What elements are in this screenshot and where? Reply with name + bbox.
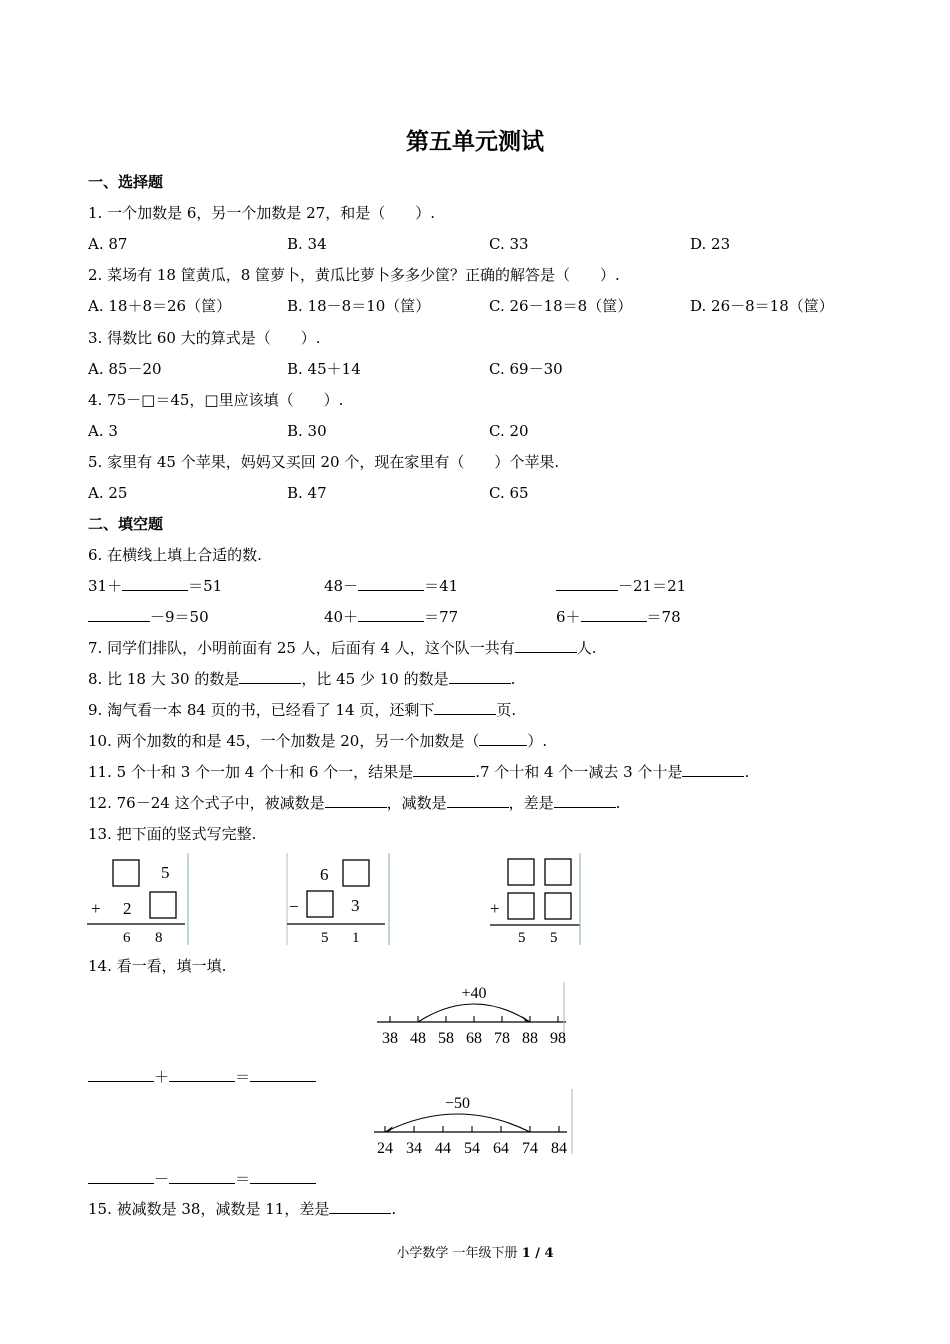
q6-blank-2[interactable] <box>358 576 424 591</box>
q13-v2-top-digit: 6 <box>320 865 329 884</box>
q6-expr-5-pre: 40＋ <box>324 608 359 626</box>
q15-post: . <box>391 1200 397 1218</box>
q12 <box>88 793 620 813</box>
q3-option-b[interactable]: B. 45＋14 <box>287 360 361 378</box>
q13-v1-box-top[interactable] <box>113 860 139 886</box>
page-footer <box>0 1244 950 1264</box>
q14-line1-tick-label: 68 <box>466 1030 482 1047</box>
q14-line2-tick-label: 74 <box>522 1140 538 1157</box>
q6-blank-6[interactable] <box>581 607 647 622</box>
q12-mid1: ，减数是 <box>386 794 447 812</box>
q7-text: 7. 同学们排队，小明前面有 25 人，后面有 4 人，这个队一共有 <box>88 639 515 657</box>
q6-blank-3[interactable] <box>556 576 618 591</box>
q14-line1-tick-label: 38 <box>382 1030 398 1047</box>
q6-expr-2-post: ＝41 <box>424 577 459 595</box>
q10 <box>88 731 547 751</box>
q13-v2-result-2: 1 <box>352 930 360 946</box>
q13-stem: 13. 把下面的竖式写完整. <box>88 825 257 843</box>
q11-blank-1[interactable] <box>413 762 475 777</box>
q14-line1-tick-label: 48 <box>410 1030 426 1047</box>
q3-stem: 3. 得数比 60 大的算式是（ ）. <box>88 329 321 347</box>
q1-stem: 1. 一个加数是 6，另一个加数是 27，和是（ ）. <box>88 204 436 222</box>
q14-eq2-op: － <box>154 1170 170 1188</box>
q14-line1-tick-label: 88 <box>522 1030 538 1047</box>
q3-option-c[interactable]: C. 69－30 <box>489 360 563 378</box>
q14-number-line-2 <box>372 1087 582 1159</box>
q8-blank-2[interactable] <box>449 669 511 684</box>
q14-stem: 14. 看一看，填一填. <box>88 957 227 975</box>
q6-expr-4 <box>88 607 209 627</box>
q5-option-c[interactable]: C. 65 <box>489 484 529 502</box>
q14-line2-tick-label: 44 <box>435 1140 451 1157</box>
q14-line2-tick-label: 64 <box>493 1140 509 1157</box>
q2-option-c[interactable]: C. 26－18＝8（筐） <box>489 297 633 315</box>
q7-post: 人. <box>576 639 597 657</box>
q15-text: 15. 被减数是 38，减数是 11，差是 <box>88 1200 330 1218</box>
q6-expr-6-pre: 6＋ <box>556 608 581 626</box>
q10-post: ）. <box>527 732 548 750</box>
q14-eq2-blank-3[interactable] <box>250 1169 316 1184</box>
q2-option-d[interactable]: D. 26－8＝18（筐） <box>690 297 834 315</box>
q12-blank-1[interactable] <box>325 793 387 808</box>
q10-blank[interactable] <box>479 731 527 746</box>
q13-v3-box-mid-2[interactable] <box>545 893 571 919</box>
q11-mid: .7 个十和 4 个一减去 3 个十是 <box>475 763 683 781</box>
q14-number-line-1 <box>375 980 575 1052</box>
q8-blank-1[interactable] <box>239 669 301 684</box>
q6-expr-5 <box>324 607 458 627</box>
q2-option-b[interactable]: B. 18－8＝10（筐） <box>287 297 431 315</box>
q6-expr-3-post: －21＝21 <box>618 577 687 595</box>
q7 <box>88 638 597 658</box>
q4-stem: 4. 75－□＝45，□里应该填（ ）. <box>88 391 344 409</box>
q14-eq1-eq: ＝ <box>235 1068 251 1086</box>
q14-eq1-op: ＋ <box>154 1068 170 1086</box>
q4-option-a[interactable]: A. 3 <box>88 422 118 440</box>
q12-mid2: ，差是 <box>508 794 554 812</box>
q13-v1-mid-digit: 2 <box>123 899 132 918</box>
q14-line2-tick-label: 84 <box>551 1140 567 1157</box>
q6-expr-6 <box>556 607 681 627</box>
q13-v2-box-top[interactable] <box>343 860 369 886</box>
page-number: 1 / 4 <box>521 1246 554 1261</box>
q14-line1-arc-label: +40 <box>461 985 487 1002</box>
q11-post: . <box>744 763 750 781</box>
q6-expr-4-post: －9＝50 <box>150 608 209 626</box>
q6-blank-4[interactable] <box>88 607 150 622</box>
q5-option-a[interactable]: A. 25 <box>88 484 128 502</box>
q14-line1-tick-label: 78 <box>494 1030 510 1047</box>
q14-eq1-blank-2[interactable] <box>169 1067 235 1082</box>
q9 <box>88 700 516 720</box>
q13-v2-operator: − <box>289 897 299 916</box>
q5-stem: 5. 家里有 45 个苹果，妈妈又买回 20 个，现在家里有（ ）个苹果. <box>88 453 560 471</box>
q12-blank-3[interactable] <box>554 793 616 808</box>
q6-expr-3 <box>556 576 686 596</box>
q11-blank-2[interactable] <box>682 762 744 777</box>
q14-line2-tick-label: 24 <box>377 1140 393 1157</box>
q1-option-d[interactable]: D. 23 <box>690 235 731 253</box>
q1-option-a[interactable]: A. 87 <box>88 235 128 253</box>
q6-expr-2 <box>324 576 458 596</box>
page-title: 第五单元测试 <box>406 128 544 155</box>
q4-option-b[interactable]: B. 30 <box>287 422 327 440</box>
q13-v3-box-mid-1[interactable] <box>508 893 534 919</box>
q1-option-b[interactable]: B. 34 <box>287 235 327 253</box>
q13-v1-box-mid[interactable] <box>150 892 176 918</box>
q6-blank-5[interactable] <box>358 607 424 622</box>
q13-v3-operator: + <box>490 899 500 918</box>
q9-blank[interactable] <box>434 700 496 715</box>
q2-option-a[interactable]: A. 18＋8＝26（筐） <box>88 297 232 315</box>
q14-equation-1 <box>88 1067 316 1087</box>
q5-option-b[interactable]: B. 47 <box>287 484 327 502</box>
section-choice-heading: 一、选择题 <box>88 173 164 191</box>
q8-mid: ，比 45 少 10 的数是 <box>301 670 449 688</box>
q14-line2-tick-label: 34 <box>406 1140 422 1157</box>
q10-text: 10. 两个加数的和是 45，一个加数是 20，另一个加数是（ <box>88 732 480 750</box>
q14-line1-tick-label: 98 <box>550 1030 566 1047</box>
q13-vertical-form-3 <box>488 853 588 948</box>
q12-post: . <box>615 794 621 812</box>
q13-vertical-form-2 <box>285 853 395 948</box>
q11 <box>88 762 749 782</box>
q12-text: 12. 76－24 这个式子中，被减数是 <box>88 794 325 812</box>
q8-text: 8. 比 18 大 30 的数是 <box>88 670 240 688</box>
q13-v1-result-1: 6 <box>123 930 131 946</box>
q13-v1-result-2: 8 <box>155 930 163 946</box>
q14-eq2-blank-1[interactable] <box>88 1169 154 1184</box>
q14-line2-arc <box>385 1114 530 1132</box>
section-fill-heading: 二、填空题 <box>88 515 164 533</box>
q1-option-c[interactable]: C. 33 <box>489 235 529 253</box>
q4-option-c[interactable]: C. 20 <box>489 422 529 440</box>
q13-v1-operator: + <box>91 899 101 918</box>
q13-v3-result-1: 5 <box>518 930 526 946</box>
q13-v3-box-top-2[interactable] <box>545 859 571 885</box>
q13-v2-mid-digit: 3 <box>351 896 360 915</box>
q13-v3-result-2: 5 <box>550 930 558 946</box>
q14-eq1-blank-1[interactable] <box>88 1067 154 1082</box>
q15 <box>88 1199 396 1219</box>
q14-eq1-blank-3[interactable] <box>250 1067 316 1082</box>
q9-post: 页. <box>496 701 517 719</box>
q13-v2-box-mid[interactable] <box>307 891 333 917</box>
q9-text: 9. 淘气看一本 84 页的书，已经看了 14 页，还剩下 <box>88 701 435 719</box>
q6-expr-6-post: ＝78 <box>646 608 681 626</box>
q8-post: . <box>510 670 516 688</box>
q14-line2-arc-label: −50 <box>444 1095 471 1112</box>
q14-eq2-blank-2[interactable] <box>169 1169 235 1184</box>
q6-blank-1[interactable] <box>122 576 188 591</box>
q13-v3-box-top-1[interactable] <box>508 859 534 885</box>
q6-expr-1-pre: 31＋ <box>88 577 123 595</box>
q11-text: 11. 5 个十和 3 个一加 4 个十和 6 个一，结果是 <box>88 763 414 781</box>
q6-expr-1-post: ＝51 <box>188 577 223 595</box>
q12-blank-2[interactable] <box>447 793 509 808</box>
q13-vertical-form-1 <box>85 853 195 948</box>
q6-expr-5-post: ＝77 <box>424 608 459 626</box>
q6-expr-2-pre: 48－ <box>324 577 359 595</box>
q14-line2-tick-label: 54 <box>464 1140 480 1157</box>
footer-text: 小学数学 一年级下册 <box>396 1246 522 1261</box>
q14-eq2-eq: ＝ <box>235 1170 251 1188</box>
q13-v2-result-1: 5 <box>321 930 329 946</box>
q3-option-a[interactable]: A. 85－20 <box>88 360 162 378</box>
q8 <box>88 669 515 689</box>
q6-expr-1 <box>88 576 222 596</box>
q6-stem: 6. 在横线上填上合适的数. <box>88 546 262 564</box>
q13-v1-top-digit: 5 <box>161 863 170 882</box>
q14-equation-2 <box>88 1169 316 1189</box>
q15-blank[interactable] <box>329 1199 391 1214</box>
q7-blank[interactable] <box>515 638 577 653</box>
q14-line1-tick-label: 58 <box>438 1030 454 1047</box>
q2-stem: 2. 菜场有 18 筐黄瓜，8 筐萝卜，黄瓜比萝卜多多少筐？正确的解答是（ ）. <box>88 266 620 284</box>
